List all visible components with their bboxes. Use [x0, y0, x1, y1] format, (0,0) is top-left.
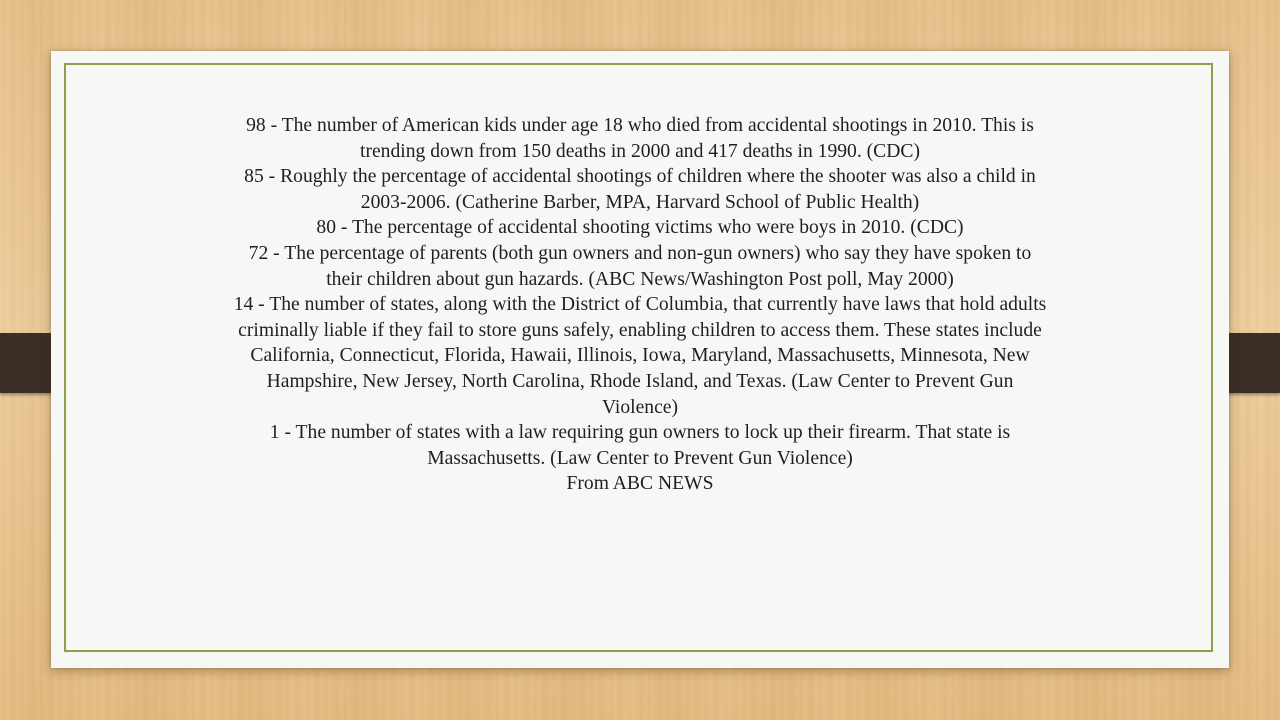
- fact-98-kids-deaths: 98 - The number of American kids under age 18 who died from accidental shootings in 2010. This is trending down from 150 deaths in 2000 and 417 deaths in 1990. (CDC): [246, 115, 1034, 162]
- slide-body-text: [231, 113, 1049, 497]
- fact-14-states-liability: 14 - The number of states, along with the District of Columbia, that currently have laws that hold adults criminally liable if they fail to store guns safely, enabling children to access them. These states include California, Connecticut, Florida, Hawaii, Illinois, Iowa, Maryland, Massachusetts, Minnesota, New Hampshire, New Jersey, North Carolina, Rhode Island, and Texas. (Law Center to Prevent Gun Violence): [233, 294, 1047, 418]
- fact-85-child-shooter: 85 - Roughly the percentage of accidental shootings of children where the shooter was also a child in 2003-2006. (Catherine Barber, MPA, Harvard School of Public Health): [244, 166, 1036, 213]
- source-credit: From ABC NEWS: [566, 473, 714, 495]
- fact-1-state-lock-law: 1 - The number of states with a law requiring gun owners to lock up their firearm. That state is Massachusetts. (Law Center to Prevent Gun Violence): [269, 422, 1011, 469]
- slide-paper: [51, 51, 1229, 668]
- fact-80-boys-victims: 80 - The percentage of accidental shooting victims who were boys in 2010. (CDC): [316, 217, 964, 239]
- fact-72-parents-talked: 72 - The percentage of parents (both gun owners and non-gun owners) who say they have spoken to their children about gun hazards. (ABC News/Washington Post poll, May 2000): [248, 242, 1032, 290]
